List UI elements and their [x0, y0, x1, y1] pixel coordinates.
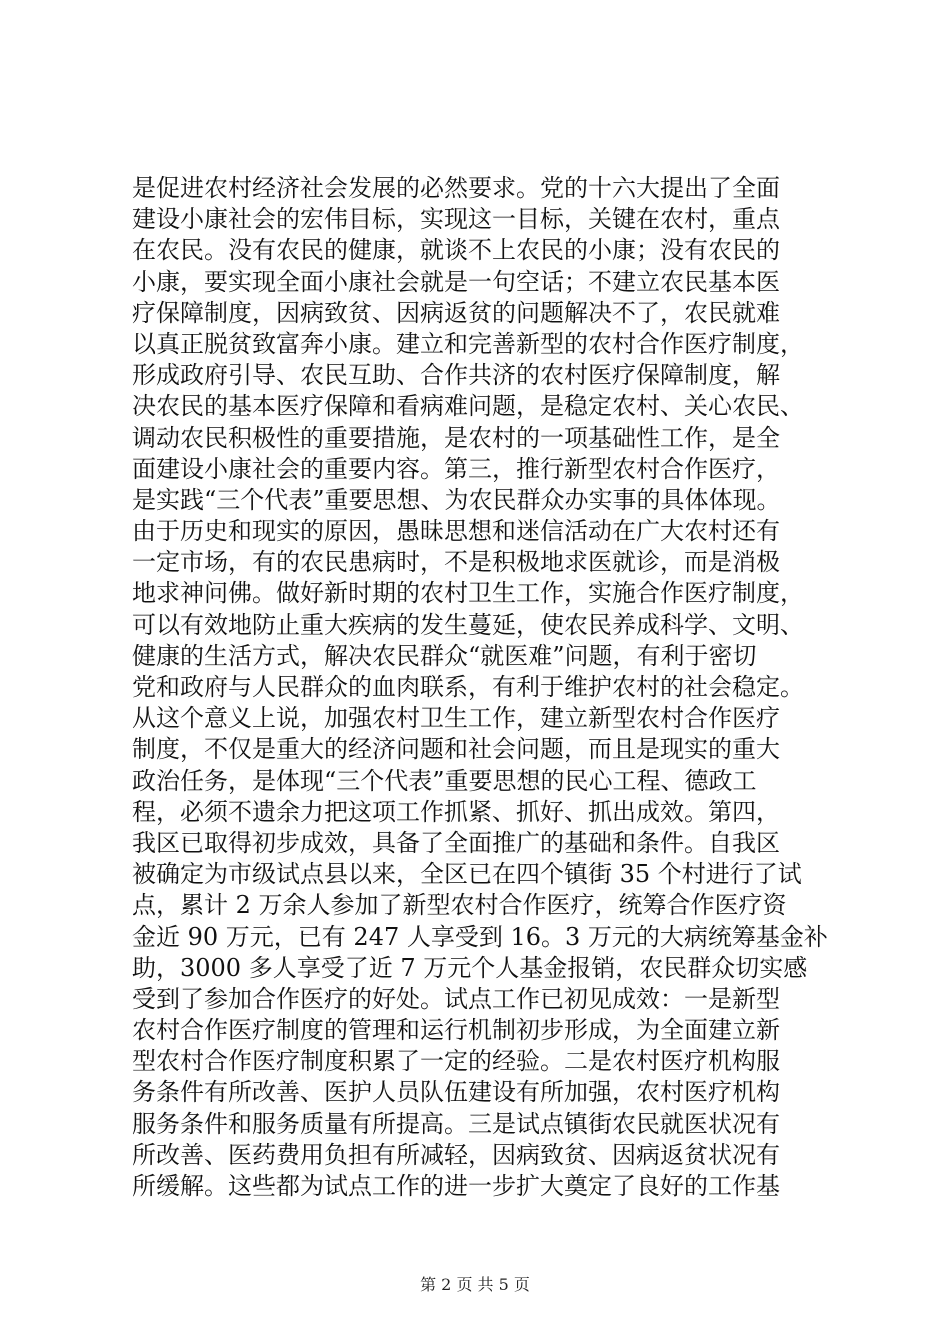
text-line: 程，必须不遗余力把这项工作抓紧、抓好、抓出成效。第四，: [132, 797, 780, 826]
text-line: 由于历史和现实的原因，愚昧思想和迷信活动在广大农村还有: [132, 517, 780, 546]
text-line: 型农村合作医疗制度积累了一定的经验。二是农村医疗机构服: [132, 1047, 780, 1076]
text-line: 疗保障制度，因病致贫、因病返贫的问题解决不了，农民就难: [132, 298, 780, 327]
text-line: 面建设小康社会的重要内容。第三，推行新型农村合作医疗，: [132, 454, 780, 483]
text-line: 建设小康社会的宏伟目标，实现这一目标，关键在农村，重点: [132, 205, 780, 234]
text-line: 地求神问佛。做好新时期的农村卫生工作，实施合作医疗制度，: [132, 579, 804, 608]
text-line: 农村合作医疗制度的管理和运行机制初步形成，为全面建立新: [132, 1016, 780, 1045]
text-line: 党和政府与人民群众的血肉联系，有利于维护农村的社会稳定。: [132, 673, 804, 701]
text-line: 所缓解。这些都为试点工作的进一步扩大奠定了良好的工作基: [132, 1172, 780, 1200]
text-line: 在农民。没有农民的健康，就谈不上农民的小康；没有农民的: [132, 236, 780, 265]
text-line: 健康的生活方式，解决农民群众“就医难”问题，有利于密切: [132, 641, 757, 670]
text-line: 受到了参加合作医疗的好处。试点工作已初见成效：一是新型: [132, 984, 780, 1013]
text-line: 点，累计 2 万余人参加了新型农村合作医疗，统筹合作医疗资: [132, 891, 787, 920]
text-line: 一定市场，有的农民患病时，不是积极地求医就诊，而是消极: [132, 548, 780, 577]
text-line: 是实践“三个代表”重要思想、为农民群众办实事的具体体现。: [132, 485, 781, 514]
text-line: 助，3000 多人享受了近 7 万元个人基金报销，农民群众切实感: [132, 953, 808, 982]
text-line: 被确定为市级试点县以来，全区已在四个镇街 35 个村进行了试: [132, 860, 802, 889]
text-line: 所改善、医药费用负担有所减轻，因病致贫、因病返贫状况有: [132, 1140, 780, 1169]
text-line: 务条件有所改善、医护人员队伍建设有所加强，农村医疗机构: [132, 1078, 780, 1107]
text-line: 服务条件和服务质量有所提高。三是试点镇街农民就医状况有: [132, 1109, 780, 1138]
text-line: 小康，要实现全面小康社会就是一句空话；不建立农民基本医: [132, 267, 780, 296]
text-line: 可以有效地防止重大疾病的发生蔓延，使农民养成科学、文明、: [132, 610, 804, 639]
text-line: 形成政府引导、农民互助、合作共济的农村医疗保障制度，解: [132, 361, 780, 390]
text-line: 是促进农村经济社会发展的必然要求。党的十六大提出了全面: [132, 174, 780, 202]
text-line: 调动农民积极性的重要措施，是农村的一项基础性工作，是全: [132, 423, 780, 452]
text-line: 制度，不仅是重大的经济问题和社会问题，而且是现实的重大: [132, 735, 780, 764]
page-footer: 第 2 页 共 5 页: [420, 1275, 530, 1294]
body-text: [132, 173, 862, 1202]
text-line: 从这个意义上说，加强农村卫生工作，建立新型农村合作医疗: [132, 704, 780, 733]
text-line: 以真正脱贫致富奔小康。建立和完善新型的农村合作医疗制度，: [132, 329, 804, 358]
text-line: 政治任务，是体现“三个代表”重要思想的民心工程、德政工: [132, 766, 757, 795]
text-line: 金近 90 万元，已有 247 人享受到 16。3 万元的大病统筹基金补: [132, 922, 828, 951]
text-line: 我区已取得初步成效，具备了全面推广的基础和条件。自我区: [132, 828, 780, 857]
text-line: 决农民的基本医疗保障和看病难问题，是稳定农村、关心农民、: [132, 392, 804, 421]
